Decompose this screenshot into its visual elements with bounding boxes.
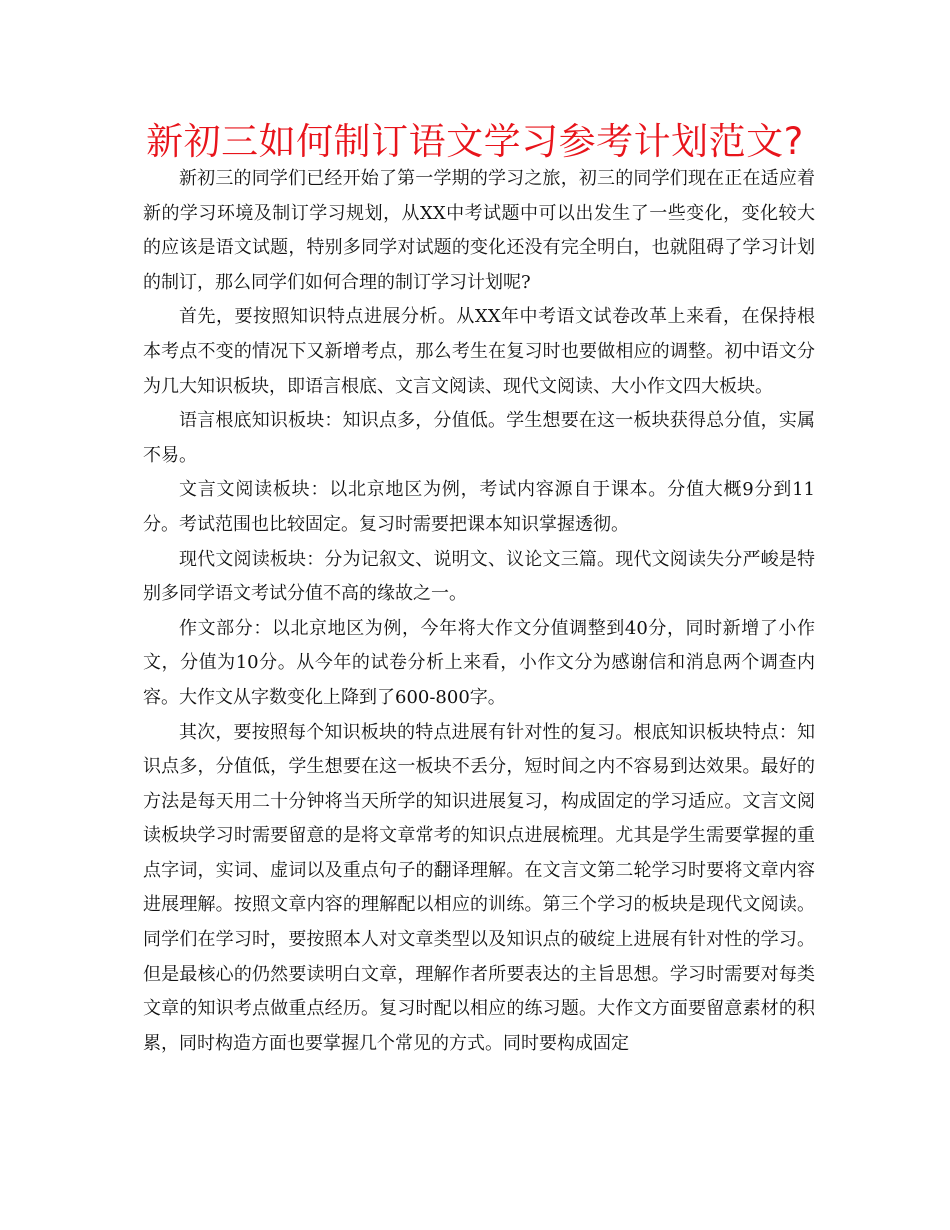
paragraph-classical-reading: 文言文阅读板块：以北京地区为例，考试内容源自于课本。分值大概9分到11分。考试范围也比较固定。复习时需要把课本知识掌握透彻。: [143, 479, 815, 535]
paragraph-intro: 新初三的同学们已经开始了第一学期的学习之旅，初三的同学们现在正在适应着新的学习环境及制订学习规划，从XX中考试题中可以出发生了一些变化，变化较大的应该是语文试题，特别多同学对试题的变化还没有完全明白，也就阻碍了学习计划的制订，那么同学们如何合理的制订学习计划呢?: [143, 168, 815, 293]
paragraph-first-analysis: 首先，要按照知识特点进展分析。从XX年中考语文试卷改革上来看，在保持根本考点不变的情况下又新增考点，那么考生在复习时也要做相应的调整。初中语文分为几大知识板块，即语言根底、文言文阅读、现代文阅读、大小作文四大板块。: [143, 306, 815, 397]
paragraph-language-basics: 语言根底知识板块：知识点多，分值低。学生想要在这一板块获得总分值，实属不易。: [143, 410, 815, 466]
document-body: [143, 162, 815, 1061]
paragraph-modern-reading: 现代文阅读板块：分为记叙文、说明文、议论文三篇。现代文阅读失分严峻是特别多同学语文考试分值不高的缘故之一。: [143, 548, 815, 605]
paragraph-second-review: 其次，要按照每个知识板块的特点进展有针对性的复习。根底知识板块特点：知识点多，分值低，学生想要在这一板块不丢分，短时间之内不容易到达效果。最好的方法是每天用二十分钟将当天所学的知识进展复习，构成固定的学习适应。文言文阅读板块学习时需要留意的是将文章常考的知识点进展梳理。尤其是学生需要掌握的重点字词，实词、虚词以及重点句子的翻译理解。在文言文第二轮学习时要将文章内容进展理解。按照文章内容的理解配以相应的训练。第三个学习的板块是现代文阅读。同学们在学习时，要按照本人对文章类型以及知识点的破绽上进展有针对性的学习。但是最核心的仍然要读明白文章，理解作者所要表达的主旨思想。学习时需要对每类文章的知识考点做重点经历。复习时配以相应的练习题。大作文方面要留意素材的积累，同时构造方面也要掌握几个常见的方式。同时要构成固定: [143, 721, 815, 1054]
document-title: 新初三如何制订语文学习参考计划范文?: [146, 120, 804, 163]
paragraph-composition: 作文部分：以北京地区为例，今年将大作文分值调整到40分，同时新增了小作文，分值为10分。从今年的试卷分析上来看，小作文分为感谢信和消息两个调查内容。大作文从字数变化上降到了600-800字。: [143, 617, 815, 708]
